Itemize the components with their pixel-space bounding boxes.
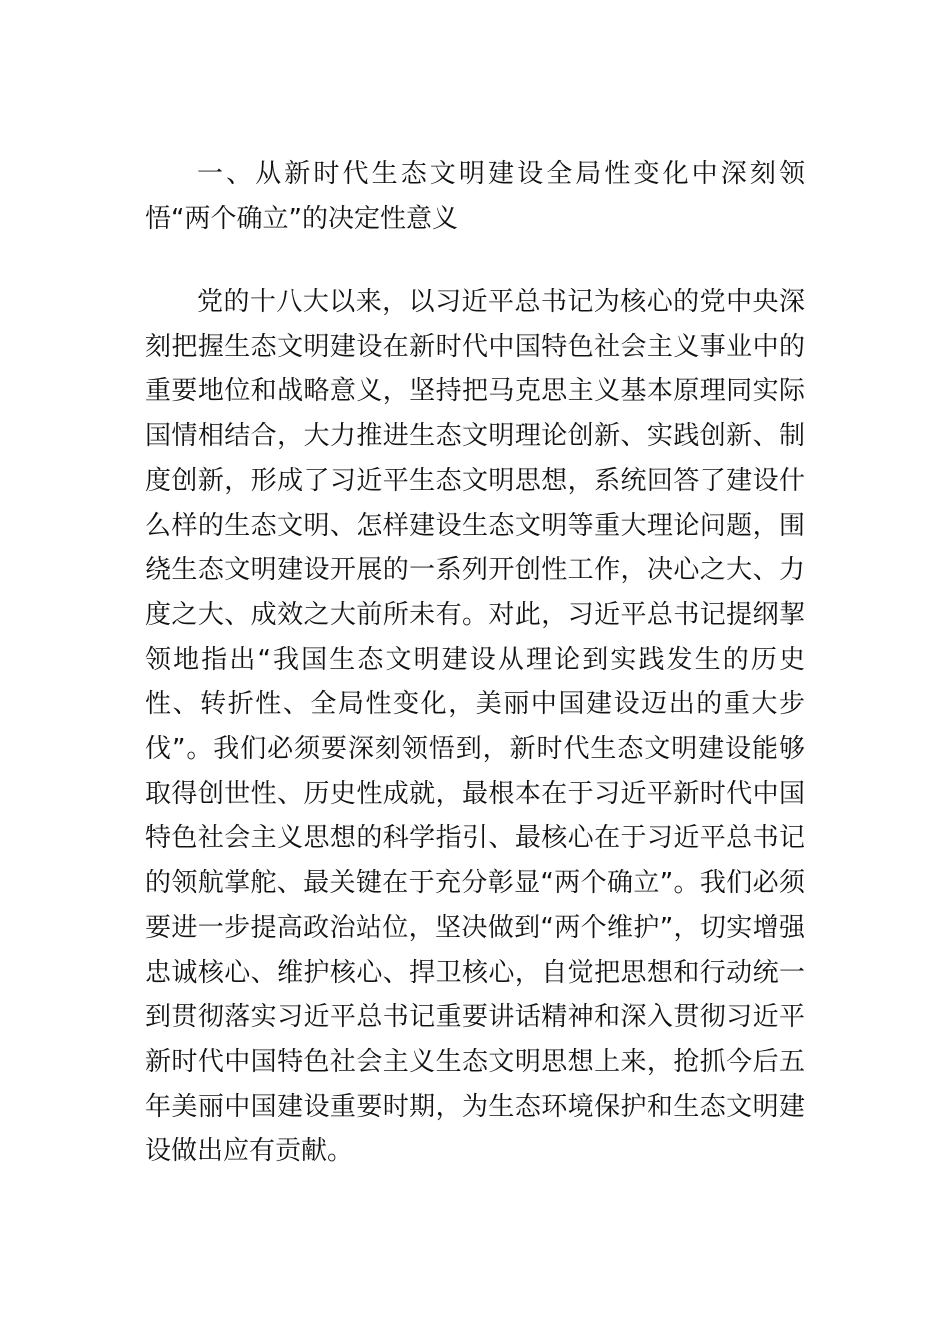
section-heading: 一、从新时代生态文明建设全局性变化中深刻领悟“两个确立”的决定性意义	[145, 159, 805, 234]
body-paragraph: 党的十八大以来，以习近平总书记为核心的党中央深刻把握生态文明建设在新时代中国特色社会主义事业中的重要地位和战略意义，坚持把马克思主义基本原理同实际国情相结合，大力推进生态文明理论创新、实践创新、制度创新，形成了习近平生态文明思想，系统回答了建设什么样的生态文明、怎样建设生态文明等重大理论问题，围绕生态文明建设开展的一系列开创性工作，决心之大、力度之大、成效之大前所未有。对此，习近平总书记提纲挈领地指出“我国生态文明建设从理论到实践发生的历史性、转折性、全局性变化，美丽中国建设迈出的重大步伐”。我们必须要深刻领悟到，新时代生态文明建设能够取得创世性、历史性成就，最根本在于习近平新时代中国特色社会主义思想的科学指引、最核心在于习近平总书记的领航掌舵、最关键在于充分彰显“两个确立”。我们必须要进一步提高政治站位，坚决做到“两个维护”，切实增强忠诚核心、维护核心、捍卫核心，自觉把思想和行动统一到贯彻落实习近平总书记重要讲话精神和深入贯彻习近平新时代中国特色社会主义生态文明思想上来，抢抓今后五年美丽中国建设重要时期，为生态环境保护和生态文明建设做出应有贡献。	[145, 287, 805, 1167]
